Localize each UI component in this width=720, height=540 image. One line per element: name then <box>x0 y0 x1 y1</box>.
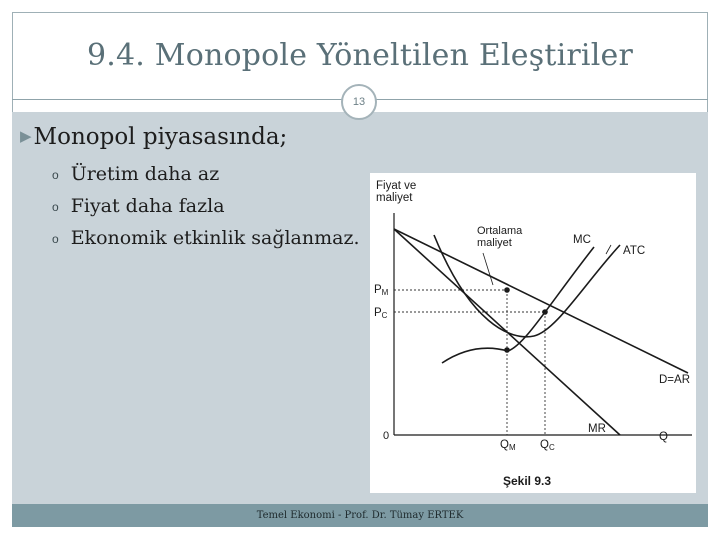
mc-mr-point <box>504 347 510 353</box>
competitive-price-point <box>542 309 548 315</box>
main-bullet <box>20 124 287 150</box>
qm-sub: M <box>508 443 516 452</box>
pc-main: P <box>374 307 382 319</box>
circle-bullet-icon: o <box>52 232 59 246</box>
pc-label <box>374 307 388 320</box>
y-axis-label: Fiyat ve <box>376 180 417 192</box>
origin-label: 0 <box>383 430 390 442</box>
pc-sub: C <box>381 311 388 320</box>
mc-label: MC <box>573 234 591 246</box>
avg-cost-label: maliyet <box>477 237 512 249</box>
monopoly-price-point <box>504 287 510 293</box>
avg-cost-pointer <box>483 253 493 285</box>
atc-label: ATC <box>623 245 646 257</box>
qc-main: Q <box>540 439 549 451</box>
sub-bullet-text: Fiyat daha fazla <box>70 195 225 217</box>
demand-label: D=AR <box>659 374 690 386</box>
qm-main: Q <box>500 439 509 451</box>
atc-pointer <box>606 245 611 254</box>
diagram-svg <box>370 173 696 493</box>
slide-number: 13 <box>341 84 377 120</box>
pm-label <box>374 284 389 297</box>
sub-bullet <box>52 227 360 249</box>
mr-label: MR <box>588 423 606 435</box>
sub-bullet-text: Ekonomik etkinlik sağlanmaz. <box>70 227 360 249</box>
slide-title: 9.4. Monopole Yöneltilen Eleştiriler <box>87 38 633 73</box>
avg-cost-label: Ortalama <box>477 225 523 237</box>
main-bullet-text: Monopol piyasasında; <box>33 124 288 150</box>
pm-sub: M <box>381 288 389 297</box>
pm-main: P <box>374 284 382 296</box>
footer-bar <box>12 504 708 527</box>
qm-label <box>500 439 516 452</box>
monopoly-diagram <box>370 173 696 493</box>
sub-bullet-text: Üretim daha az <box>70 163 220 185</box>
circle-bullet-icon: o <box>52 200 59 214</box>
x-axis-label: Q <box>659 431 668 443</box>
sub-bullet <box>52 195 225 217</box>
sub-bullet <box>52 163 219 185</box>
y-axis-label: maliyet <box>376 192 413 204</box>
footer-text: Temel Ekonomi - Prof. Dr. Tümay ERTEK <box>256 510 464 521</box>
qc-sub: C <box>548 443 555 452</box>
figure-caption: Şekil 9.3 <box>503 474 552 488</box>
qc-label <box>540 439 555 452</box>
bullet-marker-icon: ▶ <box>20 127 32 145</box>
circle-bullet-icon: o <box>52 168 59 182</box>
